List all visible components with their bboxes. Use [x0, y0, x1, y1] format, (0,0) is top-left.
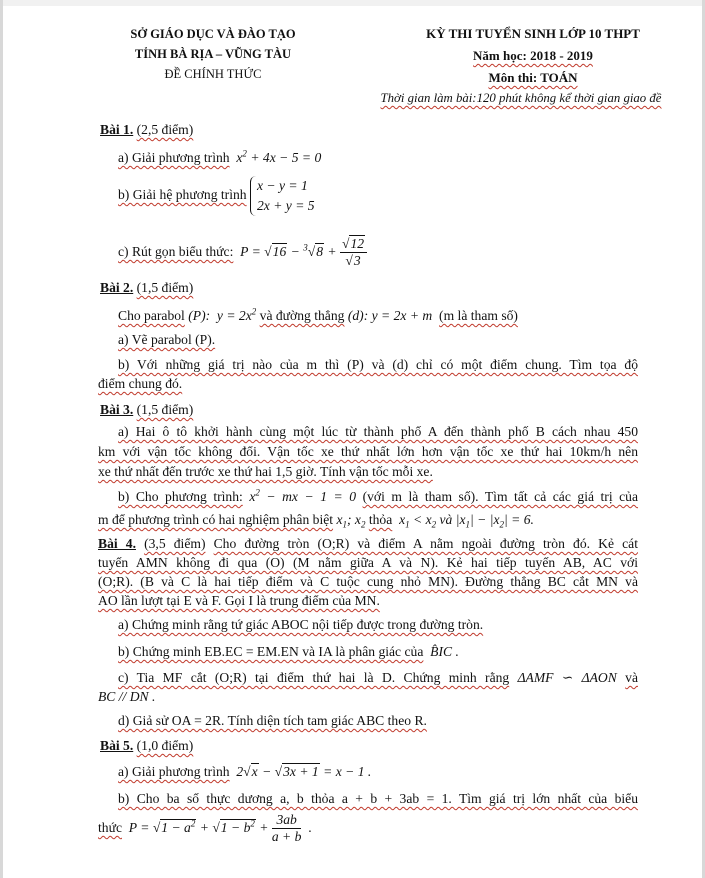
exam-document — [98, 22, 662, 845]
problem-1-heading: Bài 1. (2,5 điểm) — [100, 122, 194, 137]
problem-2-heading: Bài 2. (1,5 điểm) — [100, 280, 194, 295]
problem-4-line4: AO lần lượt tại E và F. Gọi I là trung điểm của MN. — [98, 593, 380, 608]
problem-4d: d) Giả sử OA = 2R. Tính diện tích tam giác ABC theo R. — [118, 713, 427, 728]
problem-5b-line1: b) Cho ba số thực dương a, b thỏa a + b + 3ab = 1. Tìm giá trị lớn nhất của biểu — [118, 791, 638, 806]
problem-4b: b) Chứng minh EB.EC = EM.EN và IA là phân giác của B̂IC . — [118, 644, 459, 659]
problem-3a-line2: km với vận tốc không đổi. Vận tốc xe thứ nhất lớn hơn vận tốc xe thứ hai 10km/h nên — [98, 444, 638, 459]
problem-3b-line1: b) Cho phương trình: $x^2$ − mx − 1 = 0 (với m là tham số). Tìm tất cả các giá trị của — [118, 487, 639, 504]
problem-2b-line1: b) Với những giá trị nào của m thì (P) và (d) chỉ có một điểm chung. Tìm tọa độ — [118, 357, 638, 372]
subject: Môn thi: TOÁN — [488, 70, 578, 85]
problem-4-line2: tuyến AMN không đi qua (O) (M nằm giữa A và N). Kẻ hai tiếp tuyến AB, AC với — [98, 555, 638, 570]
problem-4-line1: Bài 4. (3,5 điểm) Cho đường tròn (O;R) và điểm A nằm ngoài đường tròn đó. Kẻ cát — [98, 536, 638, 551]
problem-5b-line2: thức $P = √1 - a^2 + √1 - b^2$ + $\frac{3ab}{a + b}$ . — [98, 812, 312, 845]
official-label: ĐỀ CHÍNH THỨC — [164, 67, 262, 81]
exam-title: KỲ THI TUYỂN SINH LỚP 10 THPT — [426, 26, 640, 41]
problem-1c: c) Rút gọn biểu thức: P = √16 − $^3$√8 + $\frac{√12}{√3}$ — [118, 232, 367, 272]
problem-3a-line3: xe thứ nhất đến trước xe thứ hai 1,5 giờ. Tính vận tốc mỗi xe. — [98, 464, 433, 479]
equation-system: x − y = 1 2x + y = 5 — [250, 176, 315, 216]
problem-2a: a) Vẽ parabol (P). — [118, 332, 216, 347]
problem-3b-line2: m để phương trình có hai nghiệm phân biệt $x_1$; $x_2$ thỏa $x_1 < x_2$ và $|x_1| - |x_2| = 6$. — [98, 512, 534, 530]
fraction-sqrt12-over-sqrt3: $\frac{√12}{√3}$ — [340, 236, 367, 269]
problem-3-heading: Bài 3. (1,5 điểm) — [100, 402, 194, 417]
fraction-3ab-over-a-plus-b: $\frac{3ab}{a + b}$ — [271, 812, 302, 845]
problem-4c-line2: BC // DN . — [98, 689, 156, 704]
problem-5-heading: Bài 5. (1,0 điểm) — [100, 738, 194, 753]
problem-3a-line1: a) Hai ô tô khởi hành cùng một lúc từ thành phố A đến thành phố B cách nhau 450 — [118, 424, 638, 439]
exam-duration: Thời gian làm bài:120 phút không kể thời gian giao đề — [380, 91, 662, 105]
problem-2b-line2: điểm chung đó. — [98, 376, 183, 391]
problem-4a: a) Chứng minh rằng tứ giác ABOC nội tiếp được trong đường tròn. — [118, 617, 484, 632]
header-left — [118, 22, 308, 86]
window-top-border — [0, 0, 705, 6]
problem-4-line3: (O;R). (B và C là hai tiếp điểm và C tuộc cung nhỏ MN). Đường thẳng BC cắt MN và — [98, 574, 638, 589]
header-right — [380, 22, 678, 110]
problem-1a: a) Giải phương trình $x^2 + 4x - 5 = 0$ — [118, 148, 322, 165]
problem-1b: b) Giải hệ phương trình x − y = 1 2x + y = 5 — [118, 172, 315, 218]
problem-5a: a) Giải phương trình 2√x − √3x + 1 = x − 1 . — [118, 764, 372, 779]
document-header — [98, 22, 662, 118]
page-left-border — [0, 0, 3, 878]
problem-2-intro: Cho parabol (P): $y = 2x^2$ và đường thẳng (d): y = 2x + m (m là tham số) — [118, 306, 518, 323]
department-name: SỞ GIÁO DỤC VÀ ĐÀO TẠO — [130, 27, 296, 41]
problem-4c-line1: c) Tia MF cắt (O;R) tại điểm thứ hai là D. Chứng minh rằng ΔAMF ∽ ΔAON và — [118, 670, 638, 685]
school-year: Năm học: 2018 - 2019 — [473, 48, 593, 63]
province-name: TỈNH BÀ RỊA – VŨNG TÀU — [134, 47, 292, 61]
